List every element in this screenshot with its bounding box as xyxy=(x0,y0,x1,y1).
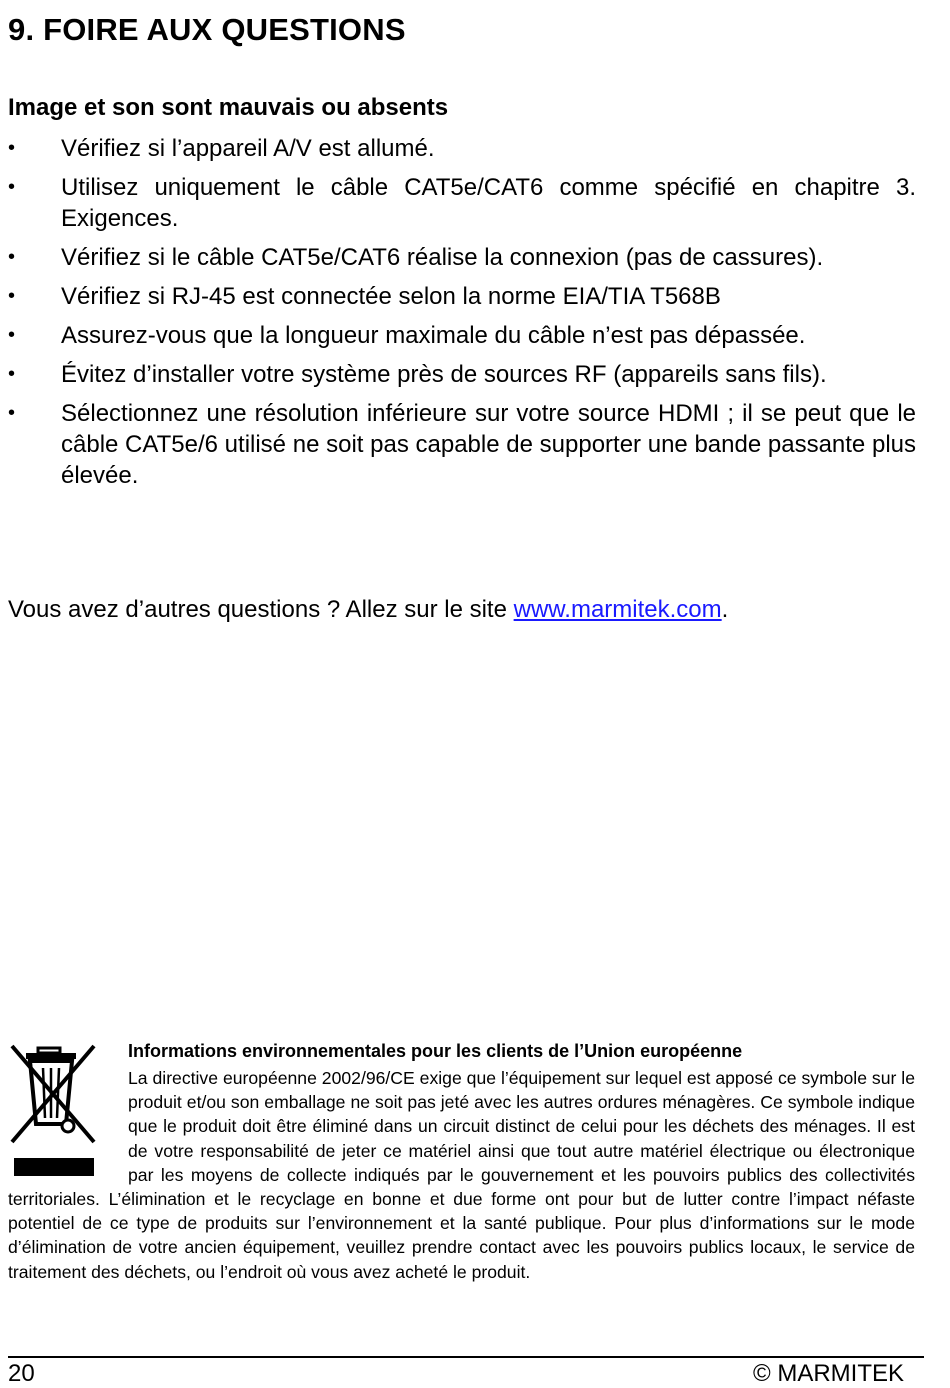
bullet-icon: • xyxy=(8,285,16,307)
footer-divider xyxy=(8,1356,924,1358)
list-item-text: Sélectionnez une résolution inférieure sur votre source HDMI ; il se peut que le câble CAT5e/6 utilisé ne soit pas capable de supporter une bande passante plus élevée. xyxy=(61,400,916,489)
list-item xyxy=(8,281,916,312)
list-item xyxy=(8,398,916,491)
bullet-icon: • xyxy=(8,246,16,268)
bullet-icon: • xyxy=(8,363,16,385)
list-item-text: Vérifiez si le câble CAT5e/CAT6 réalise la connexion (pas de cassures). xyxy=(61,244,824,271)
list-item xyxy=(8,320,916,351)
weee-crossed-out-bin-icon xyxy=(8,1042,100,1182)
copyright-text: © MARMITEK xyxy=(752,1360,904,1387)
bullet-icon: • xyxy=(8,324,16,346)
list-item xyxy=(8,242,916,273)
list-item-text: Vérifiez si l’appareil A/V est allumé. xyxy=(61,135,435,162)
contact-suffix: . xyxy=(721,596,729,623)
environment-title: Informations environnementales pour les clients de l’Union européenne xyxy=(128,1041,743,1061)
bullet-icon: • xyxy=(8,402,16,424)
environment-notice xyxy=(8,1040,915,1284)
page-number: 20 xyxy=(8,1360,35,1387)
list-item-text: Évitez d’installer votre système près de sources RF (appareils sans fils). xyxy=(61,361,827,388)
list-item xyxy=(8,133,916,164)
environment-text: La directive européenne 2002/96/CE exige que l’équipement sur lequel est apposé ce symbole sur le produit et/ou son emballage ne soit pas jeté avec les autres ordures ménagères. Ce symbole indique que le produit doit être éliminé dans un circuit distinct de celui pour les déchets des ménages. Il est de votre responsabilité de jeter ce matériel ainsi que tout autre matériel électrique ou électronique par les moyens de collecte indiqués par le gouvernement et les pouvoirs publics des collectivités territoriales. L’élimination et le recyclage en bonne et due forme ont pour but de lutter contre l’impact néfaste potentiel de ce type de produits sur l’environnement et la santé publique. Pour plus d’informations sur le mode d’élimination de votre ancien équipement, veuillez prendre contact avec les pouvoirs publics locaux, le service de traitement des déchets, ou l’endroit où vous avez acheté le produit. xyxy=(8,1068,915,1282)
list-item-text: Assurez-vous que la longueur maximale du câble n’est pas dépassée. xyxy=(61,322,806,349)
list-item-text: Vérifiez si RJ-45 est connectée selon la norme EIA/TIA T568B xyxy=(61,283,721,310)
list-item xyxy=(8,172,916,234)
contact-line xyxy=(8,594,728,625)
section-title: Image et son sont mauvais ou absents xyxy=(8,94,449,121)
list-item xyxy=(8,359,916,390)
contact-text: Vous avez d’autres questions ? Allez sur le site xyxy=(8,596,514,623)
list-item-text: Utilisez uniquement le câble CAT5e/CAT6 comme spécifié en chapitre 3. Exigences. xyxy=(61,174,916,232)
bullet-icon: • xyxy=(8,137,16,159)
page-title: 9. FOIRE AUX QUESTIONS xyxy=(8,12,406,47)
bullet-icon: • xyxy=(8,176,16,198)
website-link[interactable]: www.marmitek.com xyxy=(513,596,722,623)
faq-list xyxy=(8,133,916,499)
